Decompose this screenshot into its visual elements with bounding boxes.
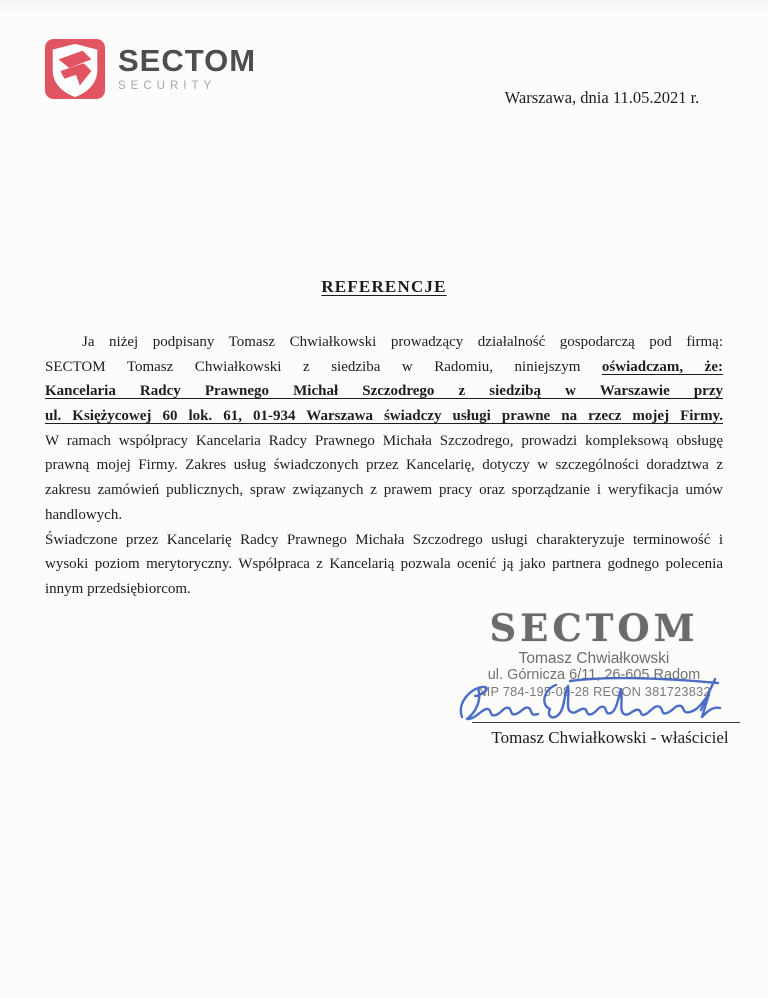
body-line: ul. Księżycowej 60 lok. 61, 01-934 Warszawa świadczy usługi prawne na rzecz mojej Firmy. [45,408,723,425]
company-logo [44,37,256,101]
body-line-text: SECTOM Tomasz Chwiałkowski z siedziba w Radomiu, niniejszym [45,358,602,375]
body-line: W ramach współpracy Kancelaria Radcy Prawnego Michała Szczodrego, prowadzi kompleksową obsługę [45,432,723,449]
body-line: wysoki poziom merytoryczny. Współpraca z Kancelarią pozwala ocenić ją jako partnera godnego polecenia [45,556,723,573]
body-line: Kancelaria Radcy Prawnego Michał Szczodrego z siedzibą w Warszawie przy [45,383,723,400]
body-line [45,355,723,380]
document-title-text: REFERENCJE [321,277,447,296]
logo-shield-icon [44,37,106,101]
document-body [45,330,723,602]
body-line: zakresu zamówień publicznych, spraw związanych z prawem pracy oraz sporządzanie i weryfikacja umów [45,482,723,499]
signatory-name: Tomasz Chwiałkowski - właściciel [491,728,729,747]
body-line: prawną mojej Firmy. Zakres usług świadczonych przez Kancelarię, dotyczy w szczególności doradztwa z [45,457,723,474]
stamp-owner-name: Tomasz Chwiałkowski [518,650,670,667]
logo-tagline: SECURITY [118,80,217,93]
handwritten-signature-icon [452,674,740,728]
document-title [0,277,768,297]
body-line: handlowych. [45,506,123,523]
signature-line [472,722,740,723]
logo-company-name: SECTOM [118,43,257,79]
stamp-address: ul. Górnicza 6/11, 26-605 Radom [487,667,701,684]
stamp-company-name: SECTOM [489,606,699,650]
stamp-nip-regon: NIP 784-195-08-28 REGON 381723832 [477,683,711,699]
body-line: Ja niżej podpisany Tomasz Chwiałkowski prowadzący działalność gospodarczą pod firmą: [82,334,723,350]
body-line: innym przedsiębiorcom. [45,580,191,597]
body-line-emphasis: oświadczam, że: [601,358,723,375]
body-line: Świadczone przez Kancelarię Radcy Prawnego Michała Szczodrego usługi charakteryzuje terminowość i [45,531,723,548]
document-date: Warszawa, dnia 11.05.2021 r. [504,88,700,107]
logo-wordmark [118,45,256,93]
